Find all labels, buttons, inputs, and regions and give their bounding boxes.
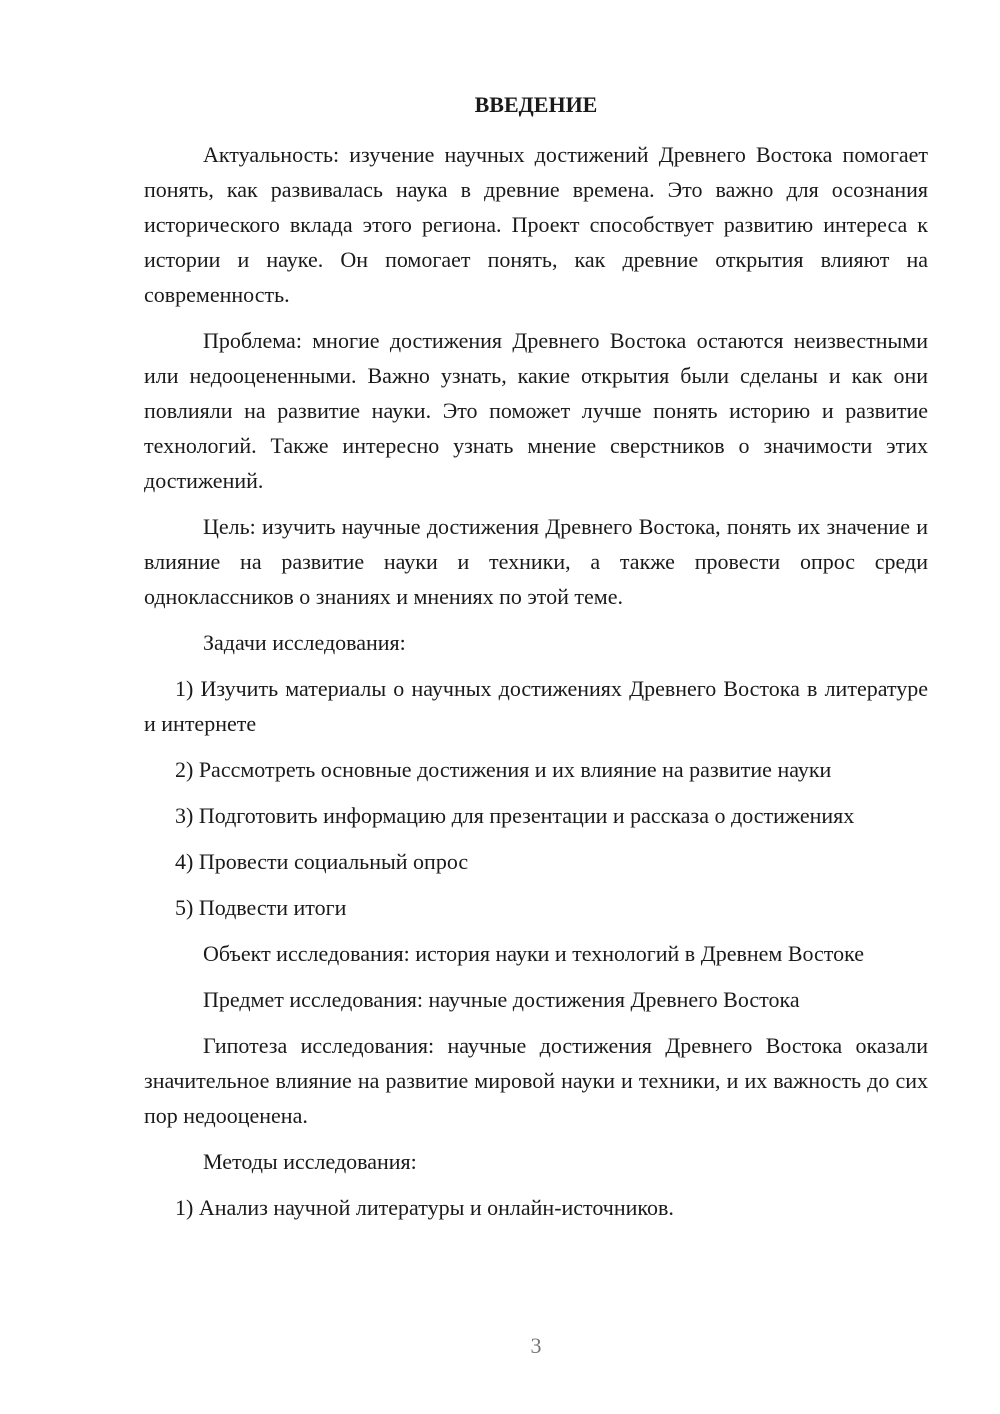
method-item-1: 1) Анализ научной литературы и онлайн-источников. [175, 1194, 674, 1220]
paragraph-goal: Цель: изучить научные достижения Древнего Востока, понять их значение и влияние на развитие науки и техники, а также провести опрос среди одноклассников о знаниях и мнениях по этой теме. [144, 513, 928, 609]
paragraph-problem: Проблема: многие достижения Древнего Востока остаются неизвестными или недооцененными. Важно узнать, какие открытия были сделаны и как они повлияли на развитие науки. Это поможет лучше понять историю и развитие технологий. Также интересно узнать мнение сверстников о значимости этих достижений. [144, 327, 928, 493]
task-item-4: 4) Провести социальный опрос [175, 848, 469, 874]
paragraph-relevance: Актуальность: изучение научных достижений Древнего Востока помогает понять, как развивалась наука в древние времена. Это важно для осознания исторического вклада этого региона. Проект способствует развитию интереса к истории и науке. Он помогает понять, как древние открытия влияют на современность. [144, 141, 928, 307]
paragraph-object: Объект исследования: история науки и технологий в Древнем Востоке [203, 940, 865, 966]
page-number: 3 [530, 1333, 542, 1358]
paragraph-hypothesis: Гипотеза исследования: научные достижения Древнего Востока оказали значительное влияние на развитие мировой науки и техники, и их важность до сих пор недооценена. [144, 1032, 928, 1128]
paragraph-subject: Предмет исследования: научные достижения Древнего Востока [203, 986, 800, 1012]
task-item-2: 2) Рассмотреть основные достижения и их влияние на развитие науки [175, 756, 832, 782]
document-page [144, 90, 928, 1225]
task-item-3: 3) Подготовить информацию для презентации и рассказа о достижениях [175, 802, 855, 828]
page-title: ВВЕДЕНИЕ [474, 92, 598, 117]
tasks-heading: Задачи исследования: [203, 629, 406, 655]
task-item-1: 1) Изучить материалы о научных достижениях Древнего Востока в литературе и интернете [144, 675, 928, 736]
task-item-5: 5) Подвести итоги [175, 894, 347, 920]
methods-heading: Методы исследования: [203, 1148, 417, 1174]
